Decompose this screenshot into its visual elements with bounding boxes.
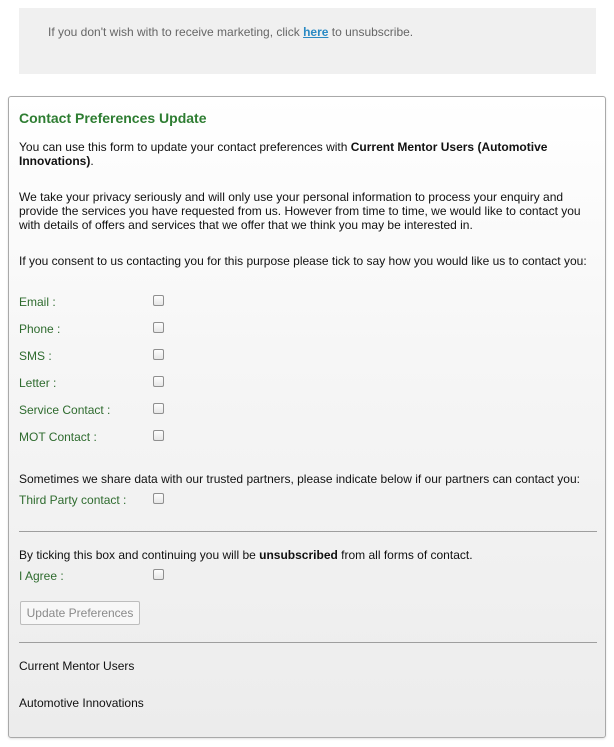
letter-checkbox[interactable]	[153, 376, 164, 387]
intro-text	[19, 140, 593, 168]
unsubscribe-banner	[19, 8, 596, 74]
email-label: Email :	[19, 295, 56, 309]
divider	[19, 531, 597, 532]
intro-text-suffix: .	[90, 154, 94, 168]
unsubscribe-text	[48, 25, 413, 39]
mot-contact-checkbox[interactable]	[153, 430, 164, 441]
unsubscribed-emphasis: unsubscribed	[259, 548, 338, 562]
partners-text: Sometimes we share data with our trusted partners, please indicate below if our partners can contact you:	[19, 472, 580, 486]
consent-text: If you consent to us contacting you for this purpose please tick to say how you would like us to contact you:	[19, 254, 587, 268]
unsubscribe-link[interactable]: here	[303, 25, 329, 39]
unsubscribe-warning-suffix: from all forms of contact.	[337, 548, 473, 562]
sms-label: SMS :	[19, 349, 52, 363]
intro-text-prefix: You can use this form to update your contact preferences with	[19, 140, 351, 154]
third-party-label: Third Party contact :	[19, 493, 127, 507]
phone-label: Phone :	[19, 322, 61, 336]
mot-contact-label: MOT Contact :	[19, 430, 97, 444]
unsubscribe-warning-prefix: By ticking this box and continuing you will be	[19, 548, 260, 562]
form-title: Contact Preferences Update	[19, 110, 207, 126]
letter-label: Letter :	[19, 376, 57, 390]
update-preferences-button[interactable]: Update Preferences	[20, 601, 140, 625]
sms-checkbox[interactable]	[153, 349, 164, 360]
agree-label: I Agree :	[19, 569, 64, 583]
footer-company-line1: Current Mentor Users	[19, 659, 135, 673]
unsubscribe-warning	[19, 548, 593, 562]
service-contact-label: Service Contact :	[19, 403, 111, 417]
third-party-checkbox[interactable]	[153, 493, 164, 504]
unsubscribe-text-prefix: If you don't wish with to receive marketing, click	[48, 25, 304, 39]
agree-checkbox[interactable]	[153, 569, 164, 580]
contact-preferences-form	[8, 96, 606, 738]
footer-company-line2: Automotive Innovations	[19, 696, 144, 710]
unsubscribe-text-suffix: to unsubscribe.	[328, 25, 414, 39]
divider	[19, 642, 597, 643]
company-name: Current Mentor Users (Automotive Innovations)	[19, 140, 548, 168]
service-contact-checkbox[interactable]	[153, 403, 164, 414]
phone-checkbox[interactable]	[153, 322, 164, 333]
privacy-text: We take your privacy seriously and will only use your personal information to process your enquiry and provide the services you have requested from us. However from time to time, we would like to contact you with details of offers and services that we offer that we think you may be interested in.	[19, 190, 581, 232]
email-checkbox[interactable]	[153, 295, 164, 306]
